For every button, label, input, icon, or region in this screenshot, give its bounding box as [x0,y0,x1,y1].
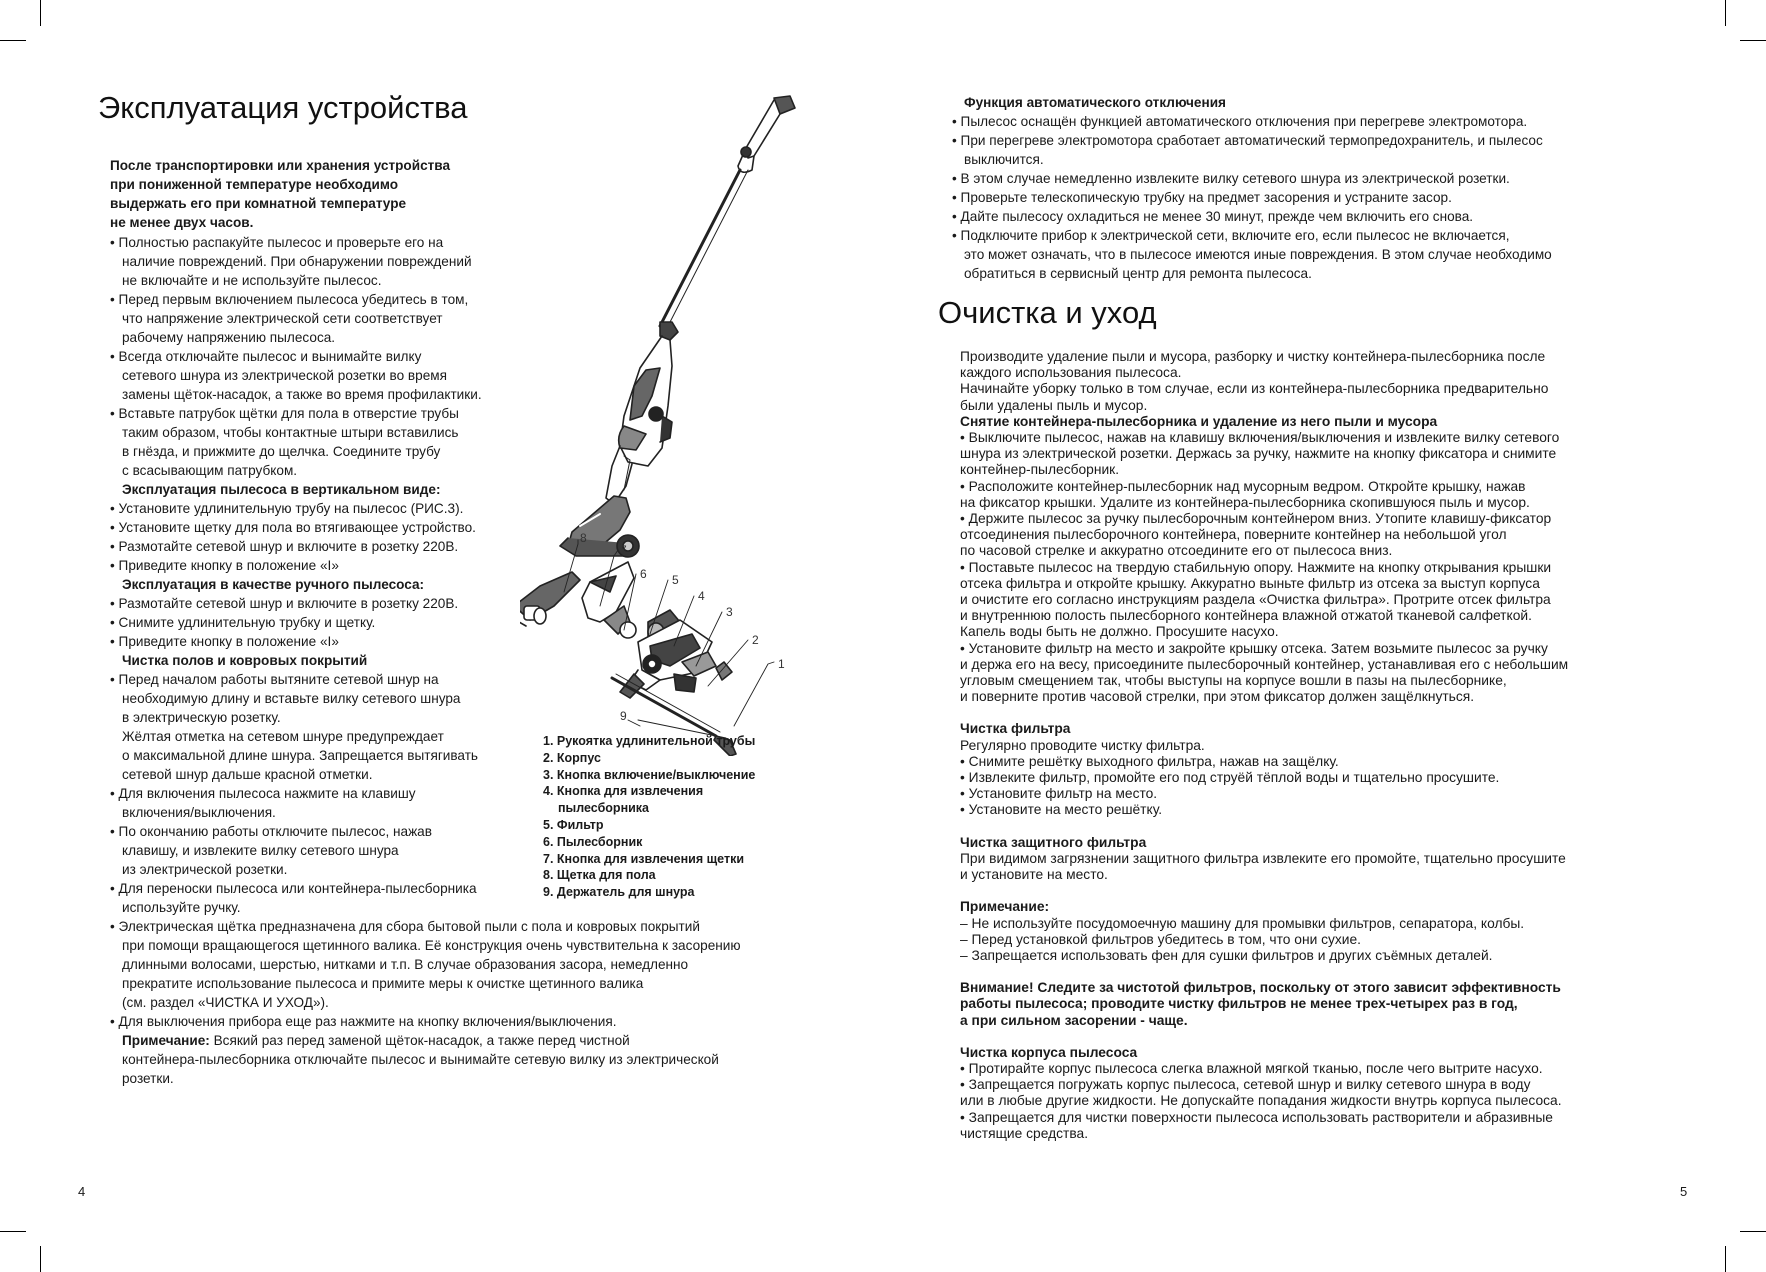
bullet-nozzle: • Вставьте патрубок щётки для пола в отверстие трубы [110,404,550,423]
body-line: • Снимите решётку выходного фильтра, нажав на защёлку. [960,753,1339,769]
bullet-line: с всасывающим патрубком. [122,463,298,478]
auto-bullet: • Проверьте телескопическую трубку на предмет засорения и устраните засор. [952,188,1672,207]
intro-line: выдержать его при комнатной температуре [110,196,407,211]
body-line: шнура из электрической розетки. Держась за ручку, нажмите на кнопку фиксатора и снимите [960,446,1557,462]
callout-3: 3 [726,605,733,619]
auto-line: обратиться в сервисный центр для ремонта пылесоса. [964,266,1312,281]
body-line: отсоединения пылесборочного контейнера, поверните контейнер на небольшой угол [960,527,1507,543]
bullet-line: сетевой шнур дальше красной отметки. [122,767,373,782]
body-line: Начинайте уборку только в том случае, если из контейнера-пылесборника предварительно [960,381,1549,397]
bullet-line: замены щёток-насадок, а также во время профилактики. [122,387,482,402]
section-heading-line: Чистка защитного фильтра [960,834,1147,850]
auto-bullet: • Подключите прибор к электрической сети, включите его, если пылесос не включается, [952,226,1672,245]
bullet-m3: • Приведите кнопку в положение «I» [110,632,550,651]
legend-item: 7. Кнопка для извлечения щетки [543,851,745,866]
bullet-line: прекратите использование пылесоса и примите меры к очистке щетинного валика [122,976,644,991]
bullet-line: в электрическую розетку. [122,710,281,725]
bullet-v2: • Установите щетку для пола во втягивающее устройство. [110,518,550,537]
spacer [960,819,1660,835]
heading-vertical: Эксплуатация пылесоса в вертикальном виде: [122,482,441,497]
crop-mark [40,1246,41,1272]
bullet-f4: • Для переноски пылесоса или контейнера-пылесборника [110,879,550,898]
bullet-line: при помощи вращающегося щетинного валика. Её конструкция очень чувствительна к засорению [122,938,741,953]
page-number-right: 5 [1680,1184,1688,1199]
bullet-line: рабочему напряжению пылесоса. [122,330,336,345]
callout-7: 7 [620,543,627,557]
intro-line: не менее двух часов. [110,215,254,230]
bullet-line: Жёлтая отметка на сетевом шнуре предупреждает [122,729,444,744]
section-heading-line: работы пылесоса; проводите чистку фильтров не менее трех-четырех раз в год, [960,996,1518,1012]
crop-mark [40,0,41,26]
body-line: и внутреннюю полость пылесборного контейнера влажной отжатой тканевой салфеткой. [960,608,1532,624]
section-heading-line: Чистка фильтра [960,721,1071,737]
bullet-line: о максимальной длине шнура. Запрещается вытягивать [122,748,479,763]
auto-line: это может означать, что в пылесосе имеются иные повреждения. В этом случае необходимо [964,247,1552,262]
bullet-line: не включайте и не используйте пылесос. [122,273,382,288]
body-line: • Запрещается погружать корпус пылесоса, сетевой шнур и вилку сетевого шнура в воду [960,1077,1531,1093]
body-line: по часовой стрелке и аккуратно отсоедините его от пылесоса вниз. [960,543,1393,559]
section-heading-line: Чистка корпуса пылесоса [960,1044,1138,1060]
body-line: При видимом загрязнении защитного фильтра извлеките его промойте, тщательно просушите [960,850,1566,866]
page-number-left: 4 [78,1184,86,1199]
bullet-m1: • Размотайте сетевой шнур и включите в розетку 220В. [110,594,550,613]
body-line: • Запрещается для чистки поверхности пылесоса использовать растворители и абразивные [960,1109,1553,1125]
section-heading-line: Примечание: [960,899,1050,915]
legend-item: 6. Пылесборник [543,834,643,849]
body-line: • Выключите пылесос, нажав на клавишу включения/выключения и извлеките вилку сетевого [960,430,1560,446]
vacuum-figure [520,86,820,756]
bullet-line: что напряжение электрической сети соответствует [122,311,443,326]
bullet-voltage: • Перед первым включением пылесоса убедитесь в том, [110,290,550,309]
legend-item: 8. Щетка для пола [543,868,656,883]
spacer [960,883,1660,899]
body-line: – Не используйте посудомоечную машину для промывки фильтров, сепаратора, колбы. [960,915,1525,931]
left-column-list [110,233,550,917]
heading-floor: Чистка полов и ковровых покрытий [122,653,368,668]
bullet-v3: • Размотайте сетевой шнур и включите в розетку 220В. [110,537,550,556]
body-line: угловым смещением так, чтобы выступы на корпусе вошли в пазы на пылесборнике, [960,673,1507,689]
auto-off-section [952,93,1672,283]
vacuum-assembled-icon [560,96,795,557]
crop-mark [1740,1231,1766,1232]
body-line: Производите удаление пыли и мусора, разборку и чистку контейнера-пылесборника после [960,349,1546,364]
auto-line: выключится. [964,152,1044,167]
body-line: • Извлеките фильтр, промойте его под струёй тёплой воды и тщательно просушите. [960,770,1500,786]
bullet-line: клавишу, и извлеките вилку сетевого шнура [122,843,399,858]
crop-mark [1725,1246,1726,1272]
legend-item: 2. Корпус [543,750,601,765]
page-title-operation: Эксплуатация устройства [98,90,468,125]
bullet-unplug: • Всегда отключайте пылесос и вынимайте вилку [110,347,550,366]
heading-handheld: Эксплуатация в качестве ручного пылесоса: [122,577,425,592]
section-heading-line: Внимание! Следите за чистотой фильтров, поскольку от этого зависит эффективность [960,980,1561,996]
note-label: Примечание: [122,1033,210,1048]
section-heading-line: Снятие контейнера-пылесборника и удаление из него пыли и мусора [960,413,1438,429]
body-line: чистящие средства. [960,1125,1089,1141]
figure-legend [543,733,755,901]
bullet-v4: • Приведите кнопку в положение «I» [110,556,550,575]
note-line: контейнера-пылесборника отключайте пылесос и вынимайте сетевую вилку из электрической [122,1052,719,1067]
spacer [960,964,1660,980]
note-line: Примечание: Всякий раз перед заменой щёток-насадок, а также перед чистной [122,1033,630,1048]
body-line: • Протирайте корпус пылесоса слегка влажной мягкой тканью, после чего вытрите насухо. [960,1060,1543,1076]
bullet-line: включения/выключения. [122,805,276,820]
body-line: • Установите фильтр на место. [960,786,1158,802]
auto-bullet: • При перегреве электромотора сработает автоматический термопредохранитель, и пылесос [952,131,1672,150]
intro-line: После транспортировки или хранения устройства [110,158,451,173]
legend-item: 3. Кнопка включение/выключение [543,767,756,782]
bullet-line: необходимую длину и вставьте вилку сетевого шнура [122,691,461,706]
crop-mark [0,1231,26,1232]
auto-bullet: • В этом случае немедленно извлеките вилку сетевого шнура из электрической розетки. [952,169,1672,188]
auto-bullet: • Дайте пылесосу охладиться не менее 30 минут, прежде чем включить его снова. [952,207,1672,226]
body-line: • Установите на место решётку. [960,802,1163,818]
bullet-unpack: • Полностью распакуйте пылесос и проверьте его на [110,233,550,252]
body-line: Капель воды быть не должно. Просушите насухо. [960,624,1279,640]
body-line: или в любые другие жидкости. Не допускайте попадания жидкости внутрь корпуса пылесоса. [960,1093,1562,1109]
callout-6: 6 [640,567,647,581]
body-line: на фиксатор крышки. Удалите из контейнера-пылесборника скопившуюся пыль и мусор. [960,494,1530,510]
body-line: и поверните против часовой стрелки, при этом фиксатор должен защёлкнуться. [960,689,1475,705]
auto-off-title: Функция автоматического отключения [964,95,1226,110]
bullet-f6: • Для выключения прибора еще раз нажмите на кнопку включения/выключения. [110,1012,830,1031]
spacer [960,705,1660,721]
callout-1: 1 [778,657,785,671]
bullet-f3: • По окончанию работы отключите пылесос, нажав [110,822,550,841]
body-line: контейнер-пылесборник. [960,462,1120,478]
body-line: Регулярно проводите чистку фильтра. [960,737,1205,753]
callout-2: 2 [752,633,759,647]
body-line: и установите на место. [960,867,1108,883]
body-line: • Поставьте пылесос на твердую стабильную опору. Нажмите на кнопку открывания крышки [960,559,1552,575]
legend-item: 4. Кнопка для извлечения [543,784,704,799]
page-title-cleaning: Очистка и уход [938,295,1157,330]
bullet-line: используйте ручку. [122,900,241,915]
body-line: – Запрещается использовать фен для сушки фильтров и других съёмных деталей. [960,947,1493,963]
body-line: • Установите фильтр на место и закройте крышку отсека. Затем возьмите пылесос за ручку [960,640,1548,656]
callout-4: 4 [698,589,705,603]
left-wide-text [110,917,830,1088]
crop-mark [1740,40,1766,41]
intro-line: при пониженной температуре необходимо [110,177,398,192]
bullet-line: из электрической розетки. [122,862,288,877]
bullet-line: сетевого шнура из электрической розетки во время [122,368,447,383]
bullet-line: длинными волосами, шерстью, нитками и т.п. В случае образования засора, немедленно [122,957,689,972]
bullet-f2: • Для включения пылесоса нажмите на клавишу [110,784,550,803]
crop-mark [1725,0,1726,26]
body-line: были удалены пыль и мусор. [960,397,1148,413]
bullet-line: в гнёзда, и прижмите до щелчка. Соедините трубу [122,444,441,459]
bullet-line: (см. раздел «ЧИСТКА И УХОД»). [122,995,329,1010]
auto-bullet: • Пылесос оснащён функцией автоматического отключения при перегреве электромотора. [952,112,1672,131]
body-line: и очистите его согласно инструкциям раздела «Очистка фильтра». Протрите отсек фильтра [960,592,1551,608]
legend-item: 5. Фильтр [543,817,604,832]
spacer [960,1029,1660,1045]
bullet-v1: • Установите удлинительную трубу на пылесос (РИС.3). [110,499,550,518]
callout-9: 9 [620,709,627,723]
bullet-line: таким образом, чтобы контактные штыри вставились [122,425,459,440]
body-line: – Перед установкой фильтров убедитесь в том, что они сухие. [960,931,1362,947]
legend-item: пылесборника [558,801,650,816]
bullet-f1: • Перед началом работы вытяните сетевой шнур на [110,670,550,689]
crop-mark [0,40,26,41]
body-line: • Расположите контейнер-пылесборник над мусорным ведром. Откройте крышку, нажав [960,478,1526,494]
legend-item: 1. Рукоятка удлинительной трубы [543,734,756,748]
note-line: розетки. [122,1071,174,1086]
body-line: • Держите пылесос за ручку пылесборочным контейнером вниз. Утопите клавишу-фиксатор [960,511,1552,527]
body-line: отсека фильтра и откройте крышку. Аккуратно выньте фильтр из отсека за выступ корпуса [960,575,1540,591]
bullet-line: наличие повреждений. При обнаружении повреждений [122,254,472,269]
body-line: и держа его на весу, присоедините пылесборочный контейнер, устанавливая его с небольшим [960,656,1569,672]
cleaning-section [960,349,1660,1142]
legend-item: 9. Держатель для шнура [543,885,695,900]
bullet-m2: • Снимите удлинительную трубку и щетку. [110,613,550,632]
bullet-f5: • Электрическая щётка предназначена для сбора бытовой пыли с пола и ковровых покрытий [110,917,830,936]
left-column-text [110,156,530,232]
callout-5: 5 [672,573,679,587]
body-line: каждого использования пылесоса. [960,365,1182,381]
section-heading-line: а при сильном засорении - чаще. [960,1012,1188,1028]
callout-8: 8 [580,531,587,545]
